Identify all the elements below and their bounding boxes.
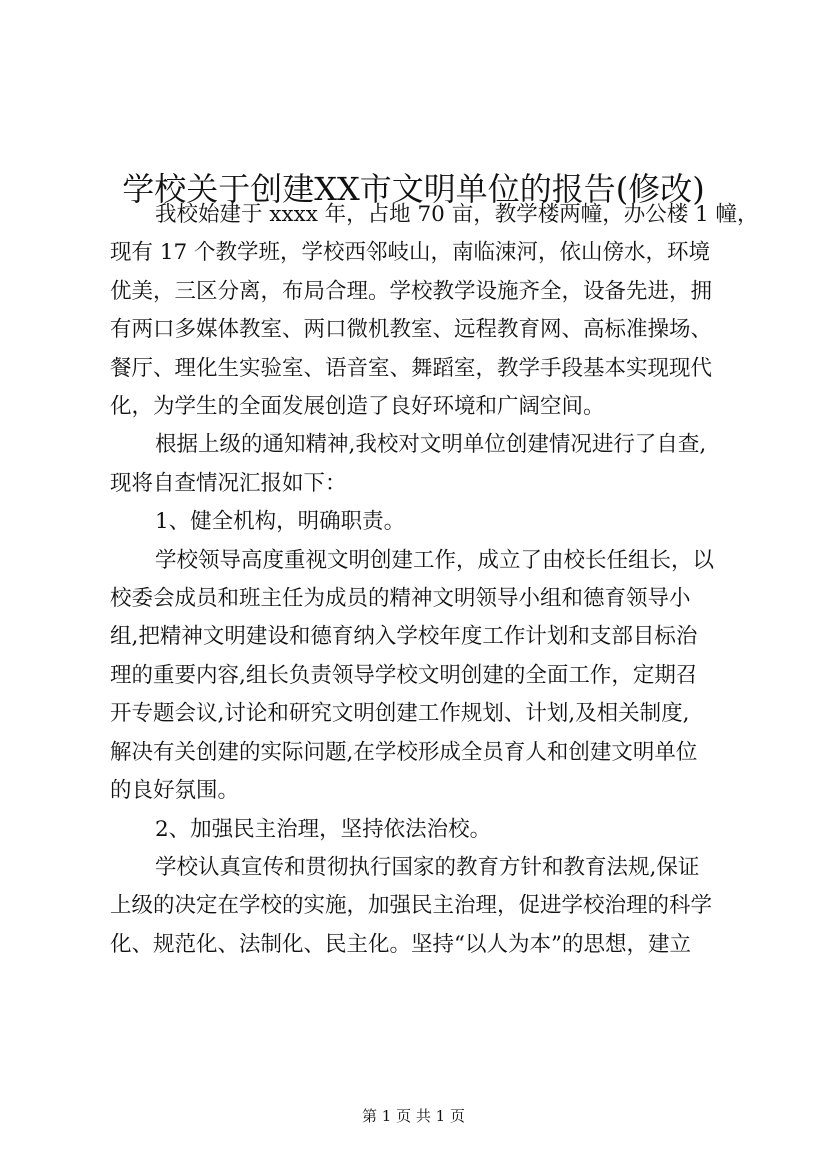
text-line: 上级的决定在学校的实施，加强民主治理，促进学校治理的科学: [110, 893, 713, 919]
section-heading-2: [110, 811, 740, 849]
text-line: 组,把精神文明建设和德育纳入学校年度工作计划和支部目标治: [110, 624, 698, 650]
document-title: 学校关于创建XX市文明单位的报告(修改): [122, 170, 705, 209]
text-line: 开专题会议,讨论和研究文明创建工作规划、计划,及相关制度,: [110, 701, 690, 727]
text-line: 1、健全机构，明确职责。: [155, 509, 406, 535]
paragraph-organization: [110, 542, 740, 811]
text-line: 化、规范化、法制化、民主化。坚持“以人为本”的思想，建立: [110, 931, 691, 957]
text-line: 的良好氛围。: [110, 778, 240, 804]
text-line: 有两口多媒体教室、两口微机教室、远程教育网、高标准操场、: [110, 317, 713, 343]
paragraph-notice: [110, 426, 740, 503]
text-line: 根据上级的通知精神,我校对文明单位创建情况进行了自查,: [155, 432, 707, 458]
paragraph-governance: [110, 849, 740, 964]
text-line: 校委会成员和班主任为成员的精神文明领导小组和德育领导小: [110, 586, 691, 612]
text-line: 现有 17 个教学班，学校西邻岐山，南临涑河，依山傍水，环境: [110, 240, 711, 266]
text-line: 解决有关创建的实际问题,在学校形成全员育人和创建文明单位: [110, 739, 698, 765]
text-line: 2、加强民主治理，坚持依法治校。: [155, 816, 492, 842]
paragraph-intro: [110, 196, 759, 426]
section-heading-1: [110, 503, 740, 541]
text-line: 现将自查情况汇报如下：: [110, 470, 347, 496]
text-line: 化，为学生的全面发展创造了良好环境和广阔空间。: [110, 394, 605, 420]
text-line: 理的重要内容,组长负责领导学校文明创建的全面工作，定期召: [110, 662, 698, 688]
document-body: [110, 196, 759, 964]
text-line: 餐厅、理化生实验室、语音室、舞蹈室，教学手段基本实现现代: [110, 355, 713, 381]
text-line: 优美，三区分离，布局合理。学校教学设施齐全，设备先进，拥: [110, 278, 713, 304]
page-footer: 第 1 页 共 1 页: [362, 1107, 465, 1125]
text-line: 我校始建于 xxxx 年，占地 70 亩，教学楼两幢，办公楼 1 幢，: [155, 202, 759, 227]
text-line: 学校认真宣传和贯彻执行国家的教育方针和教育法规,保证: [155, 854, 700, 880]
text-line: 学校领导高度重视文明创建工作，成立了由校长任组长，以: [155, 547, 715, 573]
